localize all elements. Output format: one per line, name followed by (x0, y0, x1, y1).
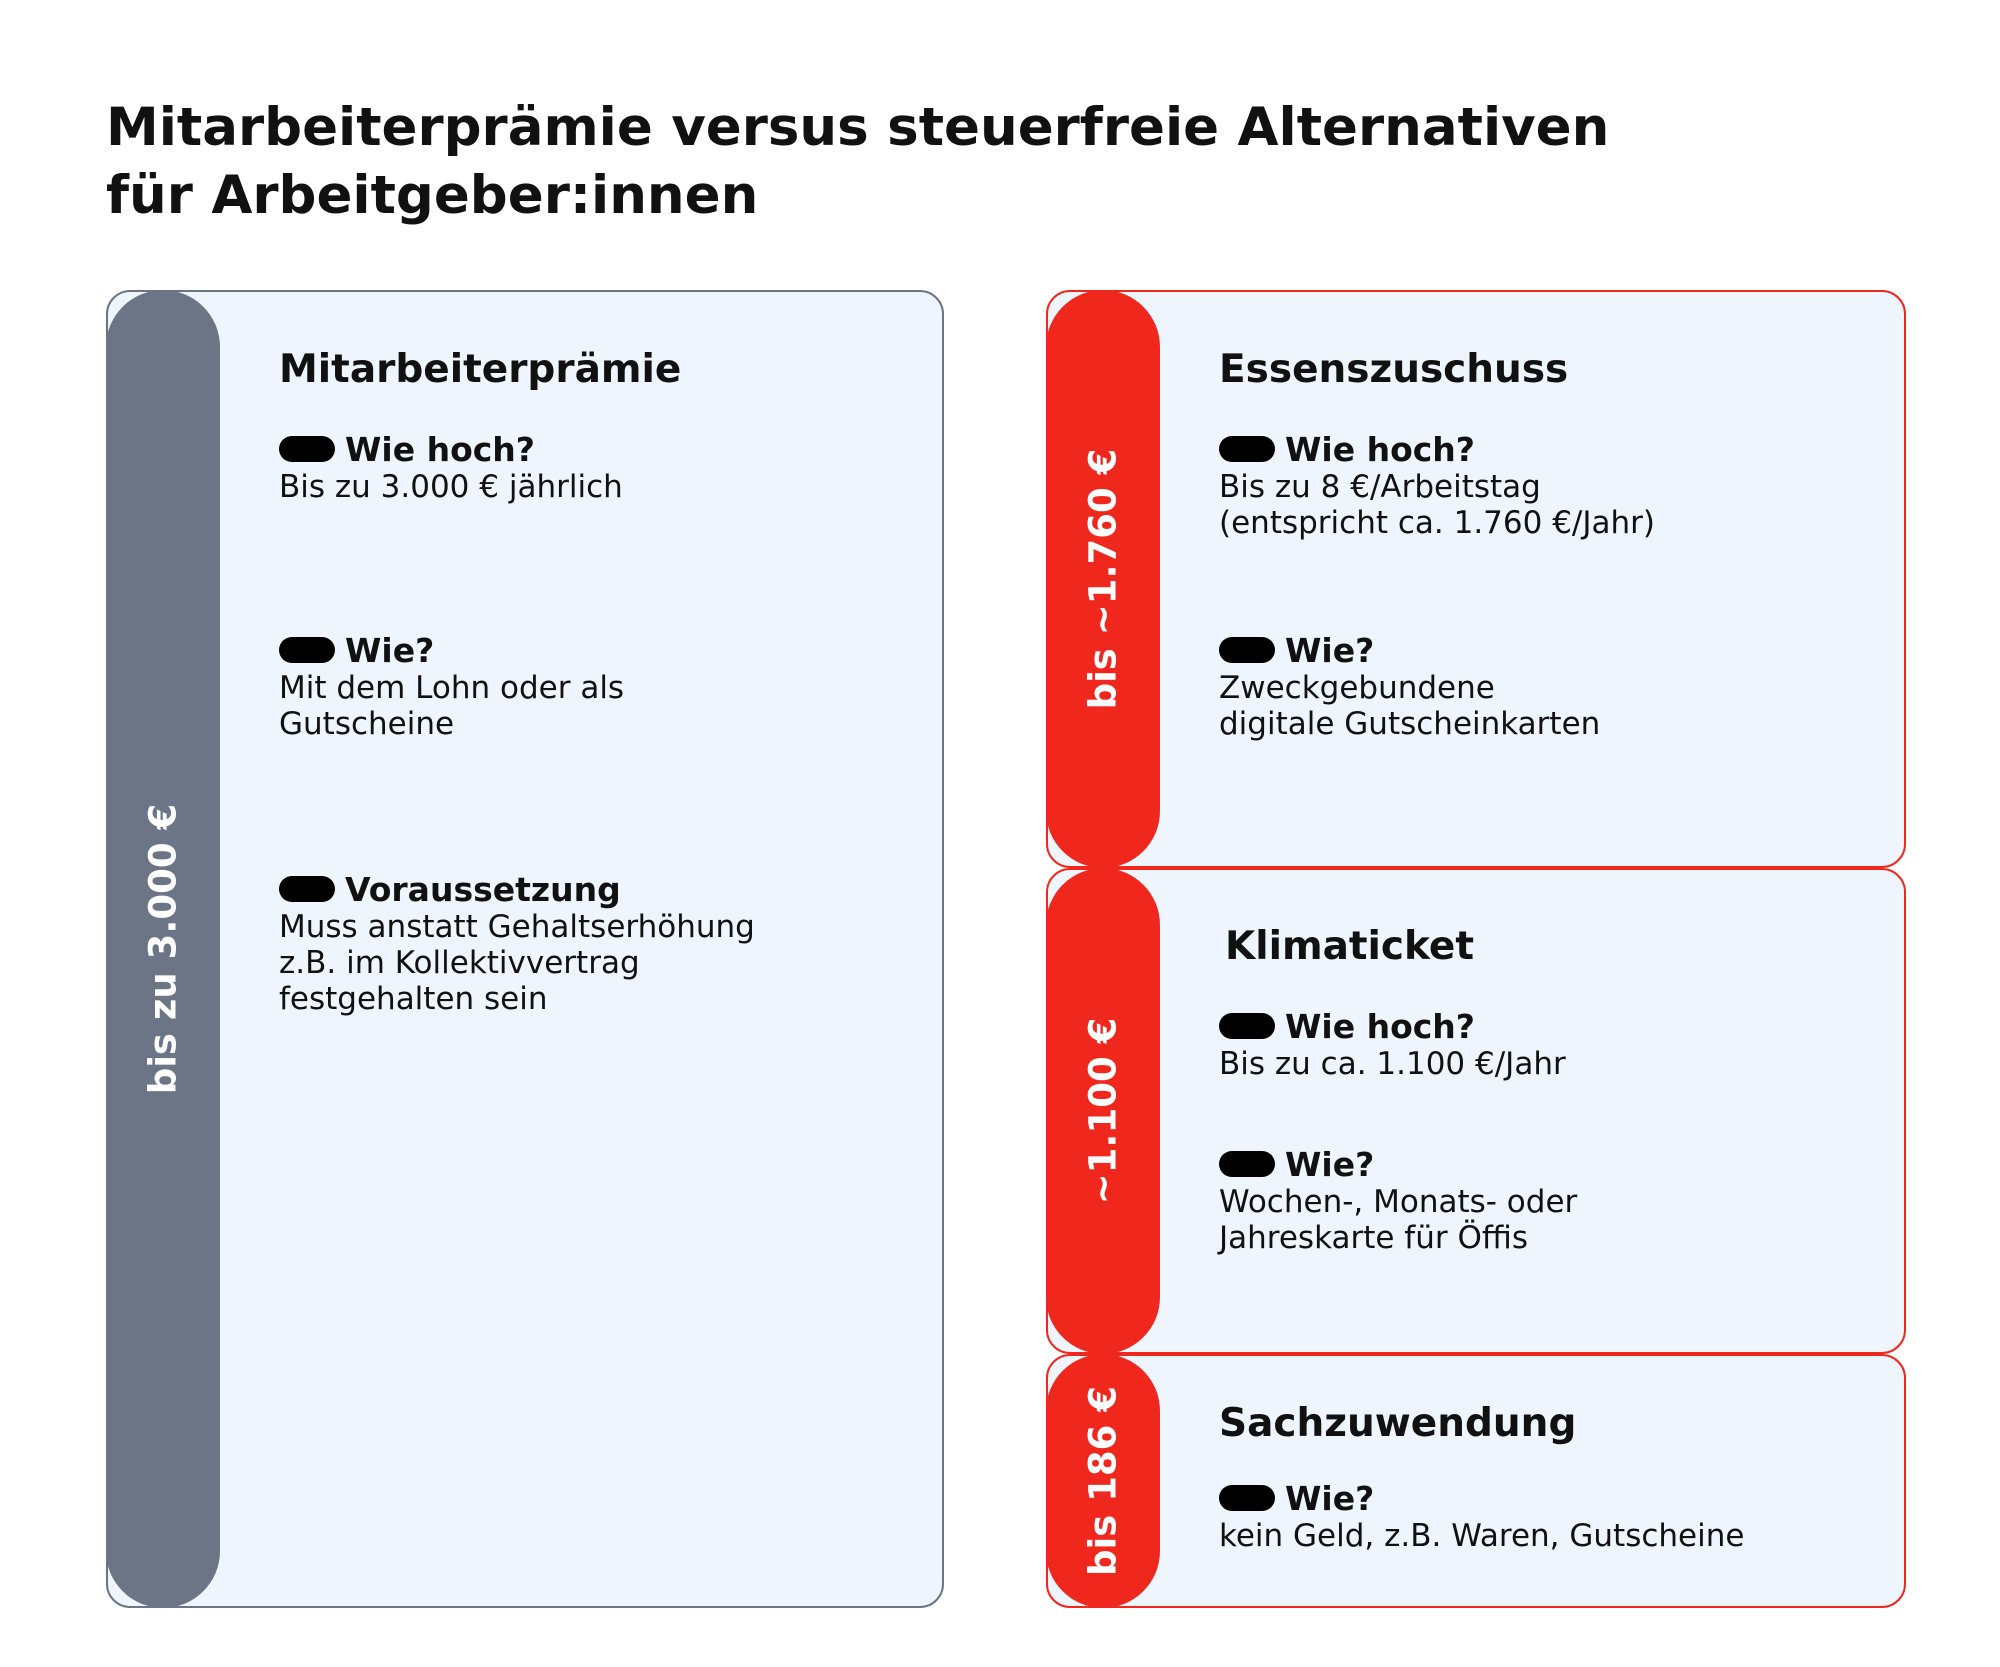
bar-mitarbeiterpraemie (106, 290, 220, 1608)
section-text-line: Bis zu ca. 1.100 €/Jahr (1219, 1046, 1566, 1082)
section-text-line: Muss anstatt Gehaltserhöhung (279, 909, 755, 945)
section-label: Wie? (345, 630, 435, 670)
section-text (1219, 1046, 1566, 1082)
section-text (279, 909, 755, 1017)
bullet-pill-icon (1219, 637, 1275, 663)
bullet-pill-icon (279, 436, 335, 462)
section-wie-klima (1219, 1144, 1577, 1256)
bullet-pill-icon (279, 637, 335, 663)
bar-label-essenszuschuss: bis ~1.760 € (1081, 448, 1125, 710)
page-title-line-2: für Arbeitgeber:innen (106, 165, 759, 226)
section-text-line: Jahreskarte für Öffis (1219, 1220, 1528, 1256)
section-text (1219, 1184, 1577, 1256)
card-title-essenszuschuss: Essenszuschuss (1219, 347, 1569, 392)
section-wie-sach (1219, 1478, 1744, 1554)
section-text-line: Mit dem Lohn oder als (279, 670, 625, 706)
section-text (1219, 469, 1655, 541)
card-klimaticket (1046, 868, 1906, 1354)
section-text-line: (entspricht ca. 1.760 €/Jahr) (1219, 505, 1655, 541)
bullet-pill-icon (279, 876, 335, 902)
bullet-pill-icon (1219, 1485, 1275, 1511)
section-wie-hoch-klima (1219, 1006, 1566, 1082)
bar-label-klimaticket: ~1.100 € (1081, 1017, 1125, 1205)
bar-sachzuwendung (1046, 1354, 1160, 1608)
bullet-pill-icon (1219, 1151, 1275, 1177)
section-text (1219, 670, 1600, 742)
section-wie-essen (1219, 630, 1600, 742)
section-text-line: Bis zu 3.000 € jährlich (279, 469, 623, 505)
card-title-klimaticket: Klimaticket (1225, 924, 1475, 969)
section-label: Voraussetzung (345, 869, 621, 909)
card-title-mitarbeiterpraemie: Mitarbeiterprämie (279, 347, 682, 392)
section-label: Wie? (1285, 630, 1375, 670)
section-text (1219, 1518, 1744, 1554)
section-text (279, 469, 623, 505)
section-text-line: Wochen-, Monats- oder (1219, 1184, 1578, 1220)
section-text (279, 670, 624, 742)
section-label: Wie hoch? (345, 429, 535, 469)
page-title-line-1: Mitarbeiterprämie versus steuerfreie Alternativen (106, 97, 1610, 158)
section-label: Wie hoch? (1285, 1006, 1475, 1046)
section-text-line: digitale Gutscheinkarten (1219, 706, 1601, 742)
section-label: Wie? (1285, 1478, 1375, 1518)
section-text-line: kein Geld, z.B. Waren, Gutscheine (1219, 1518, 1745, 1554)
bullet-pill-icon (1219, 1013, 1275, 1039)
page-title (106, 94, 1906, 230)
bullet-pill-icon (1219, 436, 1275, 462)
bar-klimaticket (1046, 868, 1160, 1354)
section-label: Wie hoch? (1285, 429, 1475, 469)
card-title-sachzuwendung: Sachzuwendung (1219, 1401, 1577, 1446)
section-label: Wie? (1285, 1144, 1375, 1184)
bar-label-mitarbeiterpraemie: bis zu 3.000 € (141, 803, 185, 1095)
section-wie-praemie (279, 630, 624, 742)
section-text-line: z.B. im Kollektivvertrag (279, 945, 640, 981)
section-voraussetzung-praemie (279, 869, 755, 1017)
section-text-line: Bis zu 8 €/Arbeitstag (1219, 469, 1541, 505)
bar-label-sachzuwendung: bis 186 € (1081, 1386, 1125, 1576)
section-text-line: Zweckgebundene (1219, 670, 1495, 706)
section-text-line: festgehalten sein (279, 981, 548, 1017)
bar-essenszuschuss (1046, 290, 1160, 868)
section-wie-hoch-essen (1219, 429, 1655, 541)
section-text-line: Gutscheine (279, 706, 455, 742)
section-wie-hoch-praemie (279, 429, 623, 505)
